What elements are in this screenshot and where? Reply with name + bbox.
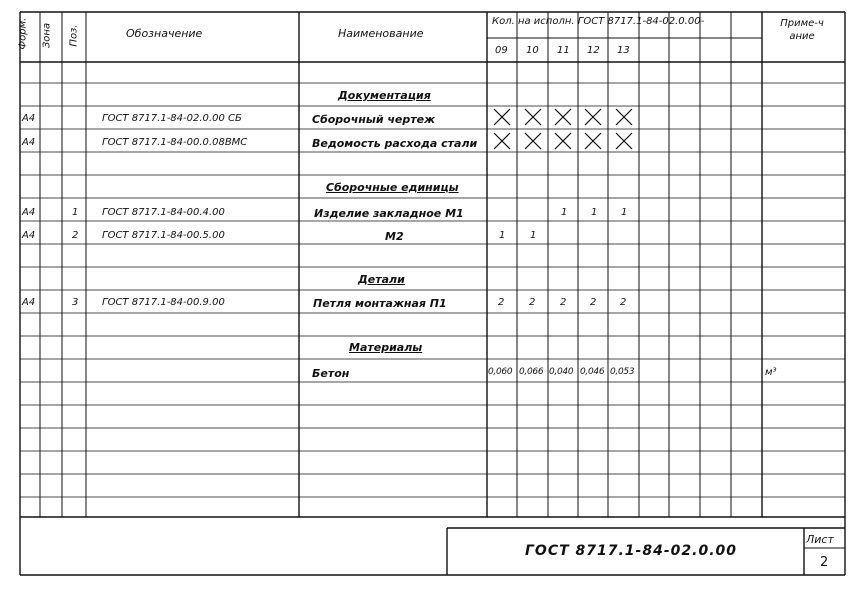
row4-designation: ГОСТ 8717.1-84-00.5.00 bbox=[102, 230, 225, 241]
section-parts: Детали bbox=[358, 273, 405, 286]
row6-qty-12: 0,046 bbox=[580, 367, 605, 377]
row3-qty-11: 1 bbox=[561, 207, 568, 218]
section-assemblies: Сборочные единицы bbox=[326, 181, 459, 194]
header-name: Наименование bbox=[338, 27, 424, 40]
row5-qty-13: 2 bbox=[620, 297, 627, 308]
title-sheet-label: Лист bbox=[806, 533, 834, 546]
row4-pos: 2 bbox=[72, 230, 79, 241]
title-doc-code: ГОСТ 8717.1-84-02.0.00 bbox=[525, 543, 737, 559]
header-note-text: Приме-чание bbox=[780, 18, 824, 42]
row3-name: Изделие закладное М1 bbox=[314, 207, 464, 220]
row5-pos: 3 bbox=[72, 297, 79, 308]
row6-name: Бетон bbox=[312, 367, 350, 380]
row5-qty-09: 2 bbox=[498, 297, 505, 308]
row2-designation: ГОСТ 8717.1-84-00.0.08ВМС bbox=[102, 137, 248, 148]
header-pos: Поз. bbox=[68, 24, 80, 47]
header-format: Форм. bbox=[17, 17, 29, 50]
row4-qty-09: 1 bbox=[499, 230, 506, 241]
row6-qty-11: 0,040 bbox=[549, 367, 574, 377]
variant-10: 10 bbox=[526, 45, 539, 56]
row5-qty-12: 2 bbox=[590, 297, 597, 308]
row1-designation: ГОСТ 8717.1-84-02.0.00 СБ bbox=[102, 113, 242, 124]
variant-09: 09 bbox=[495, 45, 508, 56]
row2-format: А4 bbox=[22, 137, 36, 148]
row1-name: Сборочный чертеж bbox=[312, 113, 436, 126]
header-qty-title: Кол. на исполн. ГОСТ 8717.1-84-02.0.00- bbox=[492, 16, 705, 27]
row3-qty-12: 1 bbox=[591, 207, 598, 218]
row5-qty-11: 2 bbox=[560, 297, 567, 308]
row4-format: А4 bbox=[22, 230, 36, 241]
section-documentation: Документация bbox=[338, 89, 431, 102]
row5-qty-10: 2 bbox=[529, 297, 536, 308]
row3-qty-13: 1 bbox=[621, 207, 628, 218]
row6-note: м³ bbox=[765, 367, 777, 378]
row5-format: А4 bbox=[22, 297, 36, 308]
row3-pos: 1 bbox=[72, 207, 79, 218]
title-sheet-no: 2 bbox=[820, 555, 829, 570]
row3-designation: ГОСТ 8717.1-84-00.4.00 bbox=[102, 207, 225, 218]
header-zone: Зона bbox=[41, 22, 53, 49]
variant-13: 13 bbox=[617, 45, 630, 56]
row4-qty-10: 1 bbox=[530, 230, 537, 241]
section-materials: Материалы bbox=[349, 341, 423, 354]
row5-designation: ГОСТ 8717.1-84-00.9.00 bbox=[102, 297, 225, 308]
row1-format: А4 bbox=[22, 113, 36, 124]
header-designation: Обозначение bbox=[126, 27, 203, 40]
row6-qty-10: 0,066 bbox=[519, 367, 544, 377]
row2-name: Ведомость расхода стали bbox=[312, 137, 478, 150]
row6-qty-13: 0,053 bbox=[610, 367, 635, 377]
row3-format: А4 bbox=[22, 207, 36, 218]
variant-11: 11 bbox=[557, 45, 570, 56]
row5-name: Петля монтажная П1 bbox=[313, 297, 447, 310]
header-note bbox=[778, 17, 826, 43]
row4-name: М2 bbox=[385, 230, 404, 243]
row6-qty-09: 0,060 bbox=[488, 367, 513, 377]
variant-12: 12 bbox=[587, 45, 600, 56]
